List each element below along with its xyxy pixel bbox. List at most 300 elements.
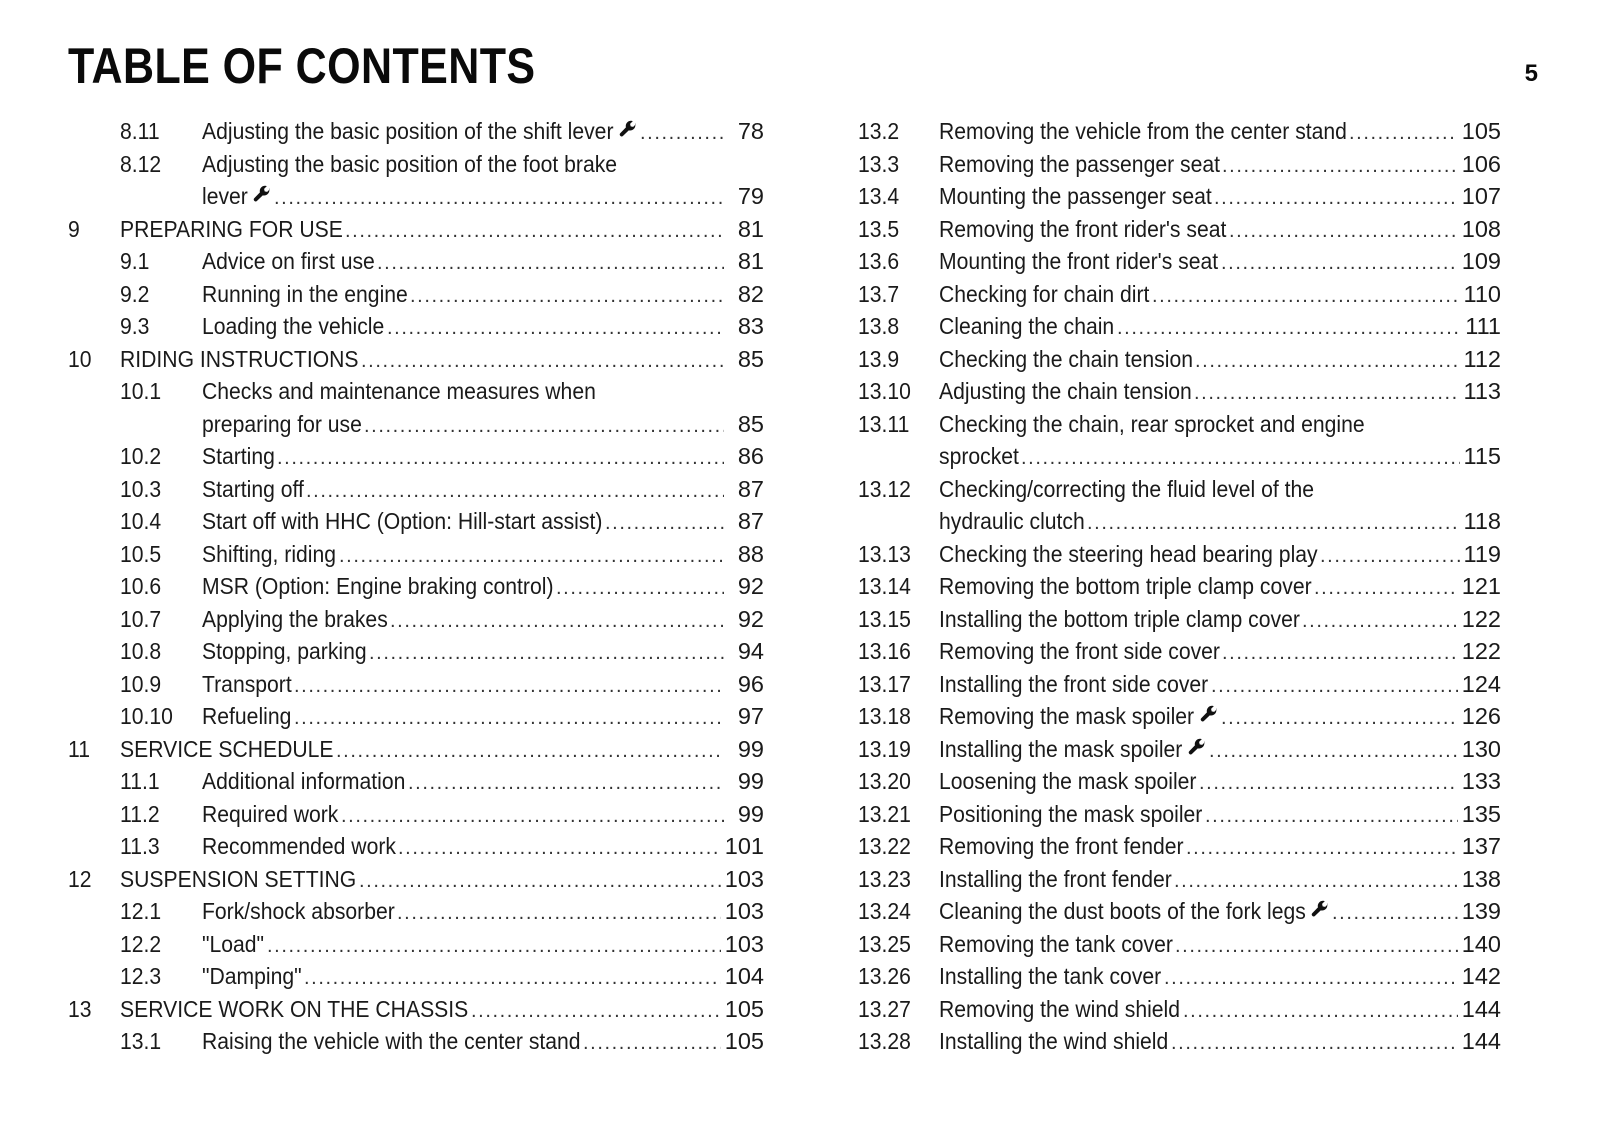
page-reference[interactable]: 103 [724,898,764,924]
section-number: 13.14 [858,573,911,599]
entry-body [202,700,764,733]
dot-leader [1211,670,1458,703]
entry-line [939,700,1501,733]
page-reference[interactable]: 122 [1461,605,1501,632]
entry-title: lever [202,183,248,209]
section-number: 10.10 [120,703,173,729]
toc-section-entry[interactable] [858,1025,1501,1058]
section-number: 13.23 [858,865,911,892]
entry-line [939,928,1501,961]
entry-body [939,635,1501,668]
section-number: 12.1 [120,898,162,924]
toc-section-entry[interactable] [858,473,1501,538]
page-reference[interactable]: 108 [1461,215,1501,242]
entry-title: Shifting, riding [202,540,337,567]
page-reference[interactable]: 81 [737,248,764,274]
dot-leader [1229,215,1458,248]
entry-title: RIDING INSTRUCTIONS [120,345,359,372]
toc-section-entry[interactable] [858,375,1501,408]
entry-line [939,148,1501,181]
entry-body [939,993,1501,1026]
entry-title: Start off with HHC (Option: Hill-start assist) [202,508,603,534]
entry-title: Cleaning the dust boots of the fork legs [939,898,1306,924]
entry-line [202,245,764,278]
page-reference[interactable]: 81 [737,215,764,242]
toc-chapter-entry[interactable] [68,213,764,246]
entry-title: Checks and maintenance measures when [202,378,596,404]
dot-leader [341,800,724,833]
entry-body [939,570,1501,603]
entry-title: Transport [202,670,292,697]
entry-title: Additional information [202,768,406,794]
page-reference[interactable]: 85 [737,410,764,437]
page-reference[interactable]: 97 [737,703,764,729]
section-number: 10.9 [120,670,162,697]
page-reference[interactable]: 121 [1461,573,1501,599]
dot-leader [1209,735,1458,768]
section-number: 11.1 [120,768,160,794]
dot-leader [339,540,724,573]
entry-title: Checking the chain, rear sprocket and engine [939,410,1365,437]
section-number: 13.8 [858,313,900,339]
dot-leader [1021,442,1460,475]
entry-body [939,148,1501,181]
page-reference[interactable]: 105 [724,995,764,1022]
section-number: 12.3 [120,963,162,989]
toc-section-entry[interactable] [68,375,764,440]
toc-section-entry[interactable] [68,115,764,148]
entry-title: Positioning the mask spoiler [939,800,1203,827]
dot-leader [640,117,724,150]
page-reference[interactable]: 124 [1461,670,1501,697]
entry-body [202,440,764,473]
entry-title: "Damping" [202,963,302,989]
section-number: 13 [68,995,92,1022]
entry-line [939,505,1501,538]
page-reference[interactable]: 126 [1461,703,1501,729]
toc-section-entry[interactable] [68,570,764,603]
entry-line [939,863,1501,896]
dot-leader [377,247,724,280]
wrench-icon [1187,737,1207,757]
entry-title: Adjusting the basic position of the foot brake [202,150,618,177]
dot-leader [556,572,724,605]
entry-line [939,733,1501,766]
entry-title: Removing the front rider's seat [939,215,1227,242]
section-number: 11 [68,735,90,762]
toc-section-entry[interactable] [68,245,764,278]
entry-title: PREPARING FOR USE [120,215,343,242]
page-reference[interactable]: 137 [1461,833,1501,859]
entry-line [120,343,764,376]
dot-leader [1221,247,1458,280]
toc-chapter-entry[interactable] [68,343,764,376]
entry-body [939,863,1501,896]
page-reference[interactable]: 103 [724,930,764,957]
page-reference[interactable]: 130 [1461,735,1501,762]
dot-leader [1195,345,1460,378]
section-number: 9.1 [120,248,150,274]
entry-body [202,375,764,440]
toc-section-entry[interactable] [68,278,764,311]
wrench-icon [1199,704,1219,724]
wrench-icon [1310,899,1330,919]
dot-leader [369,637,724,670]
page-reference[interactable]: 82 [737,280,764,307]
entry-line [939,440,1501,473]
dot-leader [471,995,721,1028]
entry-title: SERVICE SCHEDULE [120,735,334,762]
page-reference[interactable]: 112 [1463,345,1501,372]
dot-leader [1117,312,1461,345]
page-reference[interactable]: 94 [737,638,764,664]
toc-section-entry[interactable] [68,668,764,701]
toc-section-entry[interactable] [858,180,1501,213]
entry-title: Fork/shock absorber [202,898,395,924]
entry-line [202,538,764,571]
page-reference[interactable]: 96 [737,670,764,697]
entry-line [202,440,764,473]
page-reference[interactable]: 135 [1461,800,1501,827]
section-number: 11.2 [120,800,160,827]
entry-line [939,830,1501,863]
entry-body [939,278,1501,311]
toc-section-entry[interactable] [68,473,764,506]
entry-line [939,538,1501,571]
toc-section-entry[interactable] [68,538,764,571]
entry-body [120,863,764,896]
page-reference[interactable]: 79 [737,183,764,209]
dot-leader [1205,800,1458,833]
entry-line [202,830,764,863]
page-reference[interactable]: 144 [1461,995,1501,1022]
toc-section-entry[interactable] [858,603,1501,636]
entry-line [939,115,1501,148]
dot-leader [294,670,724,703]
dot-leader [1194,377,1460,410]
entry-line [939,375,1501,408]
entry-body [202,603,764,636]
toc-section-entry[interactable] [858,278,1501,311]
section-number: 13.10 [858,378,911,404]
entry-title: MSR (Option: Engine braking control) [202,573,554,599]
toc-section-entry[interactable] [68,895,764,928]
toc-section-entry[interactable] [68,310,764,343]
entry-title: Checking/correcting the fluid level of the [939,475,1315,502]
entry-body [939,408,1501,473]
entry-body [939,473,1501,538]
page-reference[interactable]: 111 [1465,313,1501,339]
section-number: 10.7 [120,605,162,632]
toc-section-entry[interactable] [858,798,1501,831]
toc-section-entry[interactable] [858,635,1501,668]
entry-title: Removing the passenger seat [939,150,1220,177]
toc-section-entry[interactable] [68,960,764,993]
toc-section-entry[interactable] [858,993,1501,1026]
page-reference[interactable]: 107 [1461,183,1501,209]
entry-body [939,798,1501,831]
page-reference[interactable]: 104 [724,963,764,989]
entry-title: Cleaning the chain [939,313,1115,339]
entry-body [120,213,764,246]
entry-line [202,765,764,798]
page-reference[interactable]: 105 [724,1028,764,1054]
entry-line [202,1025,764,1058]
dot-leader [1320,540,1460,573]
entry-title: Checking the steering head bearing play [939,540,1318,567]
toc-section-entry[interactable] [68,700,764,733]
entry-line [202,603,764,636]
entry-line [120,993,764,1026]
entry-line [939,635,1501,668]
page-reference[interactable]: 99 [737,735,764,762]
entry-body [202,538,764,571]
dot-leader [1199,767,1458,800]
page-title: TABLE OF CONTENTS [68,38,536,94]
entry-body [202,895,764,928]
entry-title: Recommended work [202,833,396,859]
toc-section-entry[interactable] [858,310,1501,343]
entry-line [202,180,764,213]
page-reference[interactable]: 110 [1463,280,1501,307]
entry-body [120,343,764,376]
entry-line [202,798,764,831]
page-reference[interactable]: 87 [737,475,764,502]
page-reference[interactable]: 103 [724,865,764,892]
page-reference[interactable]: 87 [737,508,764,534]
dot-leader [1314,572,1458,605]
toc-section-entry[interactable] [68,635,764,668]
entry-line [939,570,1501,603]
toc-section-entry[interactable] [68,505,764,538]
toc-section-entry[interactable] [858,213,1501,246]
toc-section-entry[interactable] [858,700,1501,733]
section-number: 13.5 [858,215,900,242]
dot-leader [1349,117,1458,150]
dot-leader [274,182,724,215]
dot-leader [387,312,724,345]
dot-leader [359,865,721,898]
entry-body [939,375,1501,408]
dot-leader [1183,995,1458,1028]
dot-leader [336,735,724,768]
section-number: 10.5 [120,540,162,567]
toc-section-entry[interactable] [858,343,1501,376]
entry-body [120,993,764,1026]
dot-leader [397,897,721,930]
section-number: 10.2 [120,443,162,469]
toc-section-entry[interactable] [68,603,764,636]
entry-line [939,245,1501,278]
entry-title: Installing the mask spoiler [939,735,1183,762]
dot-leader [398,832,721,865]
entry-line [939,278,1501,311]
toc-section-entry[interactable] [858,928,1501,961]
section-number: 13.3 [858,150,900,177]
section-number: 13.2 [858,118,900,144]
toc-section-entry[interactable] [858,895,1501,928]
page-reference[interactable]: 92 [737,573,764,599]
dot-leader [1302,605,1458,638]
page-reference[interactable]: 113 [1463,378,1501,404]
dot-leader [1087,507,1460,540]
page-reference[interactable]: 142 [1461,963,1501,989]
entry-title: Removing the vehicle from the center stand [939,118,1347,144]
entry-body [939,830,1501,863]
entry-line [202,635,764,668]
toc-section-entry[interactable] [858,830,1501,863]
entry-title: Removing the bottom triple clamp cover [939,573,1312,599]
entry-body [202,310,764,343]
entry-title: SERVICE WORK ON THE CHASSIS [120,995,469,1022]
toc-section-entry[interactable] [858,115,1501,148]
dot-leader [1214,182,1458,215]
entry-line [120,213,764,246]
entry-title: Checking for chain dirt [939,280,1150,307]
page-reference[interactable]: 106 [1461,150,1501,177]
entry-title: Installing the front side cover [939,670,1209,697]
entry-body [939,115,1501,148]
page-reference[interactable]: 99 [737,800,764,827]
toc-section-entry[interactable] [858,570,1501,603]
toc-section-entry[interactable] [68,928,764,961]
section-number: 13.15 [858,605,911,632]
entry-body [202,765,764,798]
entry-body [202,148,764,213]
toc-section-entry[interactable] [68,798,764,831]
section-number: 13.28 [858,1028,911,1054]
section-number: 12.2 [120,930,162,957]
toc-chapter-entry[interactable] [68,733,764,766]
page-reference[interactable]: 105 [1461,118,1501,144]
entry-title: sprocket [939,443,1019,469]
section-number: 13.13 [858,540,911,567]
page-reference[interactable]: 109 [1461,248,1501,274]
dot-leader [605,507,724,540]
entry-body [939,895,1501,928]
dot-leader [390,605,724,638]
toc-section-entry[interactable] [68,1025,764,1058]
dot-leader [1171,1027,1458,1060]
toc-chapter-entry[interactable] [68,863,764,896]
entry-body [202,245,764,278]
entry-line [202,928,764,961]
entry-title: Installing the wind shield [939,1028,1169,1054]
entry-line [939,408,1501,441]
page-reference[interactable]: 78 [737,118,764,144]
section-number: 13.19 [858,735,911,762]
entry-title: Refueling [202,703,292,729]
entry-line [939,895,1501,928]
entry-title: Running in the engine [202,280,408,307]
section-number: 13.17 [858,670,911,697]
entry-title: Removing the wind shield [939,995,1181,1022]
dot-leader [410,280,724,313]
page-reference[interactable]: 115 [1463,443,1501,469]
entry-body [939,960,1501,993]
section-number: 13.1 [120,1028,162,1054]
toc-section-entry[interactable] [68,440,764,473]
entry-title: Required work [202,800,339,827]
dot-leader [364,410,724,443]
toc-section-entry[interactable] [858,668,1501,701]
section-number: 13.11 [858,410,910,437]
entry-line [939,960,1501,993]
toc-section-entry[interactable] [858,408,1501,473]
page-reference[interactable]: 88 [737,540,764,567]
entry-line [202,895,764,928]
page-reference[interactable]: 86 [737,443,764,469]
entry-title: Loosening the mask spoiler [939,768,1197,794]
page-reference[interactable]: 85 [737,345,764,372]
toc-section-entry[interactable] [858,765,1501,798]
entry-title: Adjusting the basic position of the shift lever [202,118,614,144]
wrench-icon [252,184,272,204]
page-reference[interactable]: 133 [1461,768,1501,794]
toc-chapter-entry[interactable] [68,993,764,1026]
entry-line [202,375,764,408]
entry-body [202,115,764,148]
section-number: 13.21 [858,800,911,827]
toc-section-entry[interactable] [68,148,764,213]
entry-title: "Load" [202,930,265,957]
toc-left-column [68,115,764,1058]
dot-leader [267,930,721,963]
page-reference[interactable]: 140 [1461,930,1501,957]
dot-leader [408,767,724,800]
page-reference[interactable]: 122 [1461,638,1501,664]
entry-body [202,278,764,311]
entry-line [202,570,764,603]
page-reference[interactable]: 118 [1463,508,1501,534]
section-number: 13.7 [858,280,900,307]
entry-body [202,635,764,668]
toc-section-entry[interactable] [68,830,764,863]
section-number: 13.6 [858,248,900,274]
toc-section-entry[interactable] [858,148,1501,181]
toc-section-entry[interactable] [858,245,1501,278]
toc-section-entry[interactable] [68,765,764,798]
toc-section-entry[interactable] [858,960,1501,993]
entry-title: Raising the vehicle with the center stand [202,1028,581,1054]
page-reference[interactable]: 101 [724,833,764,859]
dot-leader [583,1027,721,1060]
entry-title: Stopping, parking [202,638,367,664]
entry-body [939,668,1501,701]
section-number: 10.8 [120,638,162,664]
toc-section-entry[interactable] [858,733,1501,766]
entry-line [939,1025,1501,1058]
entry-body [202,505,764,538]
page-reference[interactable]: 138 [1461,865,1501,892]
dot-leader [1175,930,1458,963]
section-number: 12 [68,865,92,892]
entry-title: Starting off [202,475,304,502]
entry-line [202,668,764,701]
section-number: 11.3 [120,833,160,859]
page-reference[interactable]: 99 [737,768,764,794]
page-reference[interactable]: 119 [1463,540,1501,567]
page-reference[interactable]: 139 [1461,898,1501,924]
entry-body [202,928,764,961]
toc-section-entry[interactable] [858,863,1501,896]
page-reference[interactable]: 144 [1461,1028,1501,1054]
entry-body [939,245,1501,278]
toc-section-entry[interactable] [858,538,1501,571]
page-reference[interactable]: 92 [737,605,764,632]
entry-body [120,733,764,766]
page-reference[interactable]: 83 [737,313,764,339]
